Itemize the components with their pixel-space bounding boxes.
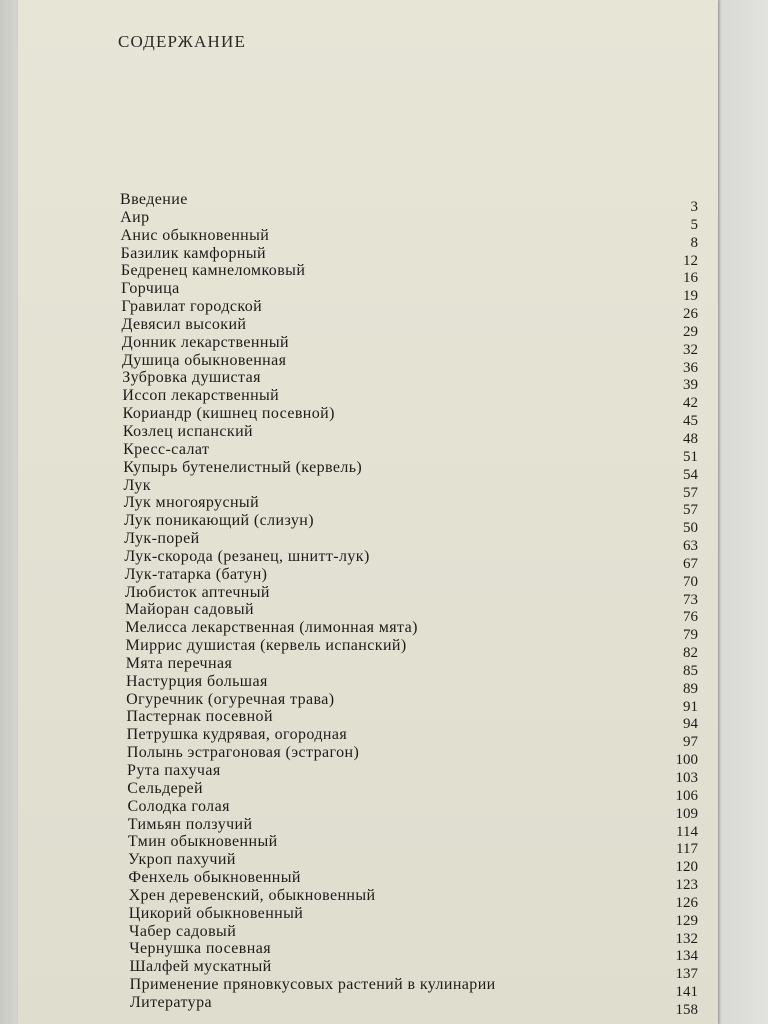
- toc-entry-page-number: 51: [683, 448, 698, 465]
- toc-entry: [120, 244, 698, 269]
- toc-entry: [120, 815, 698, 840]
- toc-entry-title: Солодка голая: [127, 797, 230, 815]
- toc-entry-page-number: 158: [675, 1001, 698, 1018]
- toc-entry: [120, 779, 698, 804]
- toc-entry: [120, 744, 698, 769]
- toc-entry-page-number: 120: [675, 859, 698, 876]
- toc-entry-page-number: 8: [690, 234, 698, 251]
- toc-entry-title: Лук-порей: [124, 530, 200, 548]
- toc-entry: [120, 940, 698, 965]
- toc-entry-title: Лук: [123, 476, 151, 494]
- toc-entry-title: Мелисса лекарственная (лимонная мята): [125, 619, 418, 637]
- toc-entry-title: Лук поникающий (слизун): [123, 512, 314, 530]
- toc-entry-page-number: 12: [683, 252, 698, 269]
- toc-entry-title: Тимьян ползучий: [127, 815, 253, 833]
- toc-entry-title: Горчица: [121, 280, 180, 298]
- toc-entry: [120, 333, 698, 358]
- toc-entry-page-number: 129: [675, 912, 698, 929]
- toc-entry: [120, 547, 698, 572]
- toc-entry-page-number: 141: [675, 984, 698, 1001]
- toc-entry: [120, 422, 698, 447]
- toc-entry-title: Чернушка посевная: [129, 940, 271, 958]
- toc-entry: [120, 583, 698, 608]
- toc-entry-page-number: 76: [683, 609, 698, 626]
- toc-entry: [120, 922, 698, 947]
- toc-entry: [120, 494, 698, 519]
- toc-entry: [120, 869, 698, 894]
- toc-entry-page-number: 91: [683, 698, 698, 715]
- toc-entry: [120, 601, 698, 626]
- toc-entry-page-number: 39: [683, 377, 698, 394]
- toc-entry-title: Донник лекарственный: [121, 333, 289, 351]
- toc-entry-title: Чабер садовый: [129, 922, 237, 940]
- toc-entry-title: Огуречник (огуречная трава): [126, 690, 335, 708]
- page-title: СОДЕРЖАНИЕ: [118, 32, 247, 51]
- toc-entry: [120, 298, 698, 323]
- toc-entry-title: Лук-татарка (батун): [124, 565, 268, 583]
- toc-entry-page-number: 3: [690, 199, 698, 215]
- toc-entry-title: Петрушка кудрявая, огородная: [126, 726, 348, 744]
- toc-entry: [120, 637, 698, 662]
- toc-entry-page-number: 103: [675, 770, 698, 786]
- toc-entry: [120, 440, 698, 465]
- toc-entry-title: Анис обыкновенный: [120, 226, 270, 244]
- toc-entry-page-number: 126: [675, 894, 698, 911]
- toc-entry-title: Козлец испанский: [122, 422, 253, 440]
- toc-entry-page-number: 45: [683, 413, 698, 430]
- toc-entry-page-number: 85: [683, 662, 698, 679]
- toc-entry-title: Полынь эстрагоновая (эстрагон): [126, 744, 360, 762]
- toc-entry-title: Лук многоярусный: [123, 494, 260, 512]
- toc-entry-page-number: 5: [690, 216, 698, 233]
- toc-entry-page-number: 57: [683, 502, 698, 519]
- toc-entry: [120, 226, 698, 251]
- toc-entry-page-number: 117: [676, 841, 698, 858]
- toc-entry: [120, 476, 698, 501]
- toc-entry-title: Базилик камфорный: [120, 244, 266, 262]
- toc-entry-page-number: 50: [683, 520, 698, 537]
- toc-entry-page-number: 63: [683, 538, 698, 555]
- toc-entry: [120, 530, 698, 555]
- toc-entry-page-number: 26: [683, 306, 698, 323]
- toc-entry-page-number: 54: [683, 466, 698, 483]
- toc-entry-title: Бедренец камнеломковый: [120, 262, 306, 280]
- toc-entry: [120, 708, 698, 733]
- toc-entry-page-number: 94: [683, 716, 698, 733]
- toc-entry-title: Введение: [120, 191, 188, 208]
- toc-entry: [120, 654, 698, 679]
- toc-entry: [120, 904, 698, 929]
- toc-entry-title: Фенхель обыкновенный: [128, 869, 301, 887]
- toc-entry-title: Укроп пахучий: [128, 851, 236, 869]
- toc-entry-page-number: 57: [683, 484, 698, 501]
- toc-entry: [120, 619, 698, 644]
- toc-entry: [120, 886, 698, 911]
- toc-entry-page-number: 100: [675, 752, 698, 769]
- background-surface-right: [716, 0, 768, 1024]
- toc-entry-page-number: 137: [675, 966, 698, 983]
- toc-entry-page-number: 82: [683, 645, 698, 662]
- toc-entry-page-number: 106: [675, 787, 698, 804]
- toc-entry-title: Рута пахучая: [127, 762, 221, 779]
- toc-entry: [120, 958, 698, 983]
- toc-entry-title: Сельдерей: [127, 779, 204, 797]
- book-page: [18, 0, 718, 1024]
- toc-entry: [120, 405, 698, 430]
- toc-entry: [120, 280, 698, 305]
- toc-entry-page-number: 114: [676, 823, 698, 840]
- toc-entry: [120, 458, 698, 483]
- toc-entry-title: Купырь бутенелистный (кервель): [123, 458, 363, 476]
- toc-entry-page-number: 134: [675, 948, 698, 965]
- toc-entry-title: Душица обыкновенная: [121, 351, 287, 369]
- toc-entry: [120, 833, 698, 858]
- toc-entry-title: Аир: [120, 208, 150, 226]
- toc-entry-title: Кориандр (кишнец посевной): [122, 405, 335, 423]
- toc-entry: [120, 993, 698, 1018]
- toc-entry-title: Майоран садовый: [125, 601, 255, 619]
- toc-entry-title: Зубровка душистая: [122, 369, 261, 387]
- toc-entry: [120, 512, 698, 537]
- toc-entry: [120, 976, 698, 1001]
- toc-entry: [120, 208, 698, 233]
- toc-entry: [120, 726, 698, 751]
- toc-entry: [120, 690, 698, 715]
- toc-entry-page-number: 132: [675, 930, 698, 947]
- toc-entry: [120, 351, 698, 376]
- toc-entry-title: Хрен деревенский, обыкновенный: [128, 886, 376, 904]
- toc-entry-title: Кресс-салат: [123, 440, 210, 458]
- toc-entry-title: Пастернак посевной: [126, 708, 273, 726]
- table-of-contents: [120, 191, 698, 1018]
- toc-entry-page-number: 48: [683, 430, 698, 447]
- toc-entry: [120, 191, 698, 215]
- toc-entry: [120, 565, 698, 590]
- toc-entry-title: Настурция большая: [125, 672, 268, 690]
- toc-entry-page-number: 123: [675, 877, 698, 894]
- toc-entry-title: Литература: [129, 993, 212, 1011]
- toc-entry: [120, 672, 698, 697]
- toc-entry-title: Применение пряновкусовых растений в кулинарии: [129, 976, 496, 994]
- toc-entry-page-number: 16: [683, 270, 698, 287]
- toc-entry-title: Шалфей мускатный: [129, 958, 272, 976]
- toc-entry-title: Тмин обыкновенный: [127, 833, 278, 851]
- toc-entry-title: Цикорий обыкновенный: [128, 904, 304, 922]
- toc-entry: [120, 262, 698, 287]
- toc-entry-title: Гравилат городской: [121, 298, 263, 316]
- toc-entry-title: Миррис душистая (кервель испанский): [125, 637, 407, 655]
- toc-entry-title: Любисток аптечный: [124, 583, 270, 601]
- toc-entry-page-number: 73: [683, 591, 698, 608]
- toc-entry: [120, 762, 698, 786]
- toc-entry-title: Иссоп лекарственный: [122, 387, 280, 405]
- toc-entry: [120, 797, 698, 822]
- toc-entry: [120, 369, 698, 394]
- toc-entry-page-number: 36: [683, 359, 698, 376]
- toc-entry-page-number: 97: [683, 734, 698, 751]
- toc-entry: [120, 851, 698, 876]
- toc-entry-page-number: 29: [683, 323, 698, 340]
- toc-entry-page-number: 79: [683, 627, 698, 644]
- toc-entry-title: Девясил высокий: [121, 315, 247, 333]
- toc-entry-page-number: 67: [683, 555, 698, 572]
- toc-entry-page-number: 42: [683, 395, 698, 412]
- toc-entry-page-number: 19: [683, 288, 698, 305]
- toc-entry: [120, 387, 698, 412]
- toc-entry-page-number: 70: [683, 573, 698, 590]
- toc-entry: [120, 315, 698, 340]
- toc-entry-title: Мята перечная: [125, 654, 233, 672]
- toc-entry-page-number: 32: [683, 341, 698, 358]
- toc-entry-page-number: 89: [683, 680, 698, 697]
- toc-entry-title: Лук-скорода (резанец, шнитт-лук): [124, 547, 370, 565]
- toc-entry-page-number: 109: [675, 805, 698, 822]
